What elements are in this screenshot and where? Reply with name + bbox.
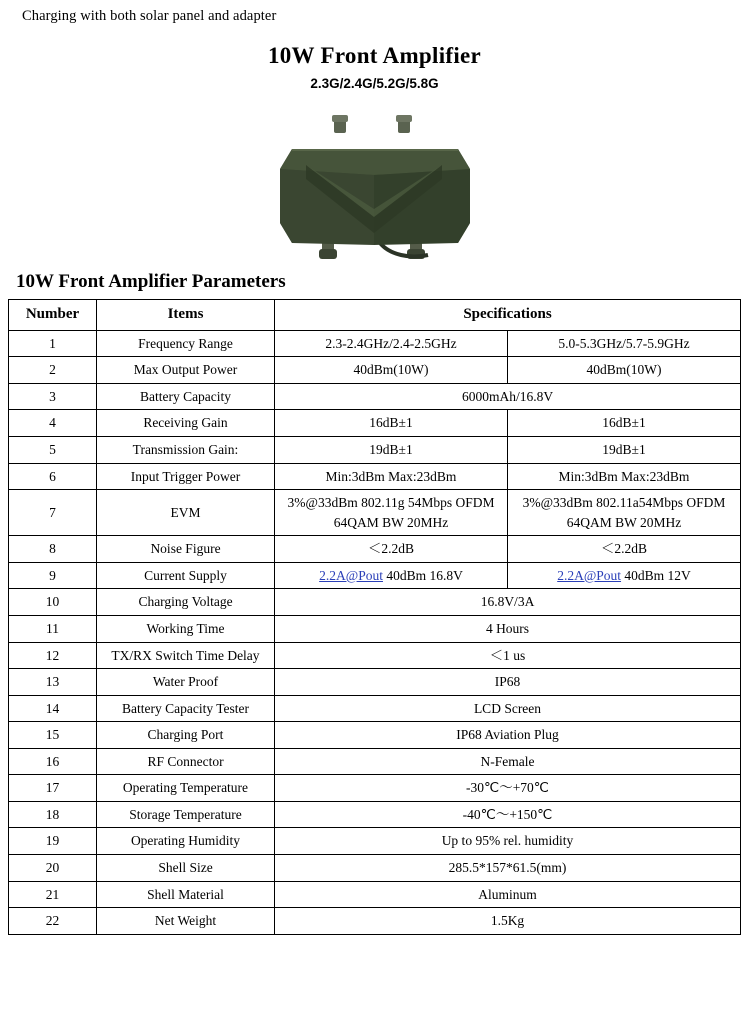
row-number: 7 xyxy=(9,490,97,536)
row-item-label: Shell Size xyxy=(97,855,275,882)
row-number: 4 xyxy=(9,410,97,437)
amplifier-device-illustration xyxy=(270,113,480,273)
row-spec-band-a: 16dB±1 xyxy=(275,410,508,437)
table-row xyxy=(9,828,741,855)
row-item-label: RF Connector xyxy=(97,748,275,775)
row-spec-merged: Up to 95% rel. humidity xyxy=(275,828,741,855)
row-spec-band-b: 40dBm(10W) xyxy=(508,357,741,384)
row-number: 20 xyxy=(9,855,97,882)
row-spec-merged: IP68 xyxy=(275,669,741,696)
row-number: 12 xyxy=(9,642,97,669)
row-item-label: Battery Capacity xyxy=(97,383,275,410)
table-row xyxy=(9,908,741,935)
row-number: 22 xyxy=(9,908,97,935)
row-spec-band-b: 16dB±1 xyxy=(508,410,741,437)
row-spec-merged: 6000mAh/16.8V xyxy=(275,383,741,410)
row-item-label: Charging Voltage xyxy=(97,589,275,616)
product-image-area xyxy=(0,99,749,271)
table-row xyxy=(9,536,741,563)
row-item-label: Input Trigger Power xyxy=(97,463,275,490)
table-row xyxy=(9,775,741,802)
row-item-label: Frequency Range xyxy=(97,330,275,357)
row-number: 13 xyxy=(9,669,97,696)
table-row xyxy=(9,801,741,828)
row-item-label: Shell Material xyxy=(97,881,275,908)
table-row xyxy=(9,463,741,490)
row-spec-band-b: ＜2.2dB xyxy=(508,536,741,563)
row-spec-merged: ＜1 us xyxy=(275,642,741,669)
row-item-label: Charging Port xyxy=(97,722,275,749)
table-row xyxy=(9,589,741,616)
row-number: 10 xyxy=(9,589,97,616)
current-supply-link[interactable]: 2.2A@Pout xyxy=(557,567,622,583)
row-spec-band-a: 19dB±1 xyxy=(275,437,508,464)
row-number: 16 xyxy=(9,748,97,775)
row-spec-band-a: 3%@33dBm 802.11g 54Mbps OFDM 64QAM BW 20MHz xyxy=(275,490,508,536)
row-number: 18 xyxy=(9,801,97,828)
row-item-label: Battery Capacity Tester xyxy=(97,695,275,722)
row-item-label: Transmission Gain: xyxy=(97,437,275,464)
table-row xyxy=(9,855,741,882)
row-spec-merged: 285.5*157*61.5(mm) xyxy=(275,855,741,882)
row-item-label: Receiving Gain xyxy=(97,410,275,437)
row-spec-band-b: 19dB±1 xyxy=(508,437,741,464)
table-header-row xyxy=(9,300,741,331)
row-number: 19 xyxy=(9,828,97,855)
table-body xyxy=(9,330,741,934)
row-spec-merged: Aluminum xyxy=(275,881,741,908)
table-row xyxy=(9,410,741,437)
row-number: 15 xyxy=(9,722,97,749)
table-row xyxy=(9,330,741,357)
section-heading: 10W Front Amplifier Parameters xyxy=(16,271,286,292)
row-spec-band-a: Min:3dBm Max:23dBm xyxy=(275,463,508,490)
row-spec-merged: N-Female xyxy=(275,748,741,775)
row-number: 21 xyxy=(9,881,97,908)
row-spec-band-a: 2.3-2.4GHz/2.4-2.5GHz xyxy=(275,330,508,357)
table-row xyxy=(9,490,741,536)
row-number: 5 xyxy=(9,437,97,464)
row-spec-merged: -40℃～+150℃ xyxy=(275,801,741,828)
table-row xyxy=(9,669,741,696)
row-spec-band-b: 5.0-5.3GHz/5.7-5.9GHz xyxy=(508,330,741,357)
row-spec-merged: IP68 Aviation Plug xyxy=(275,722,741,749)
row-item-label: Operating Temperature xyxy=(97,775,275,802)
row-item-label: Net Weight xyxy=(97,908,275,935)
row-number: 2 xyxy=(9,357,97,384)
row-number: 14 xyxy=(9,695,97,722)
row-item-label: Storage Temperature xyxy=(97,801,275,828)
row-spec-band-b: Min:3dBm Max:23dBm xyxy=(508,463,741,490)
row-number: 17 xyxy=(9,775,97,802)
table-row xyxy=(9,437,741,464)
row-number: 6 xyxy=(9,463,97,490)
row-item-label: Water Proof xyxy=(97,669,275,696)
table-row xyxy=(9,695,741,722)
table-row xyxy=(9,562,741,589)
current-supply-link[interactable]: 2.2A@Pout xyxy=(319,567,383,583)
product-frequency-subtitle: 2.3G/2.4G/5.2G/5.8G xyxy=(310,76,439,91)
row-spec-band-a: 2.2A@Pout 40dBm 16.8V xyxy=(275,562,508,589)
specifications-table xyxy=(8,299,741,935)
row-number: 9 xyxy=(9,562,97,589)
row-item-label: Noise Figure xyxy=(97,536,275,563)
row-item-label: Current Supply xyxy=(97,562,275,589)
row-spec-band-b: 2.2A@Pout 40dBm 12V xyxy=(508,562,741,589)
table-row xyxy=(9,881,741,908)
row-spec-band-a: 40dBm(10W) xyxy=(275,357,508,384)
row-number: 8 xyxy=(9,536,97,563)
row-number: 11 xyxy=(9,615,97,642)
row-spec-merged: 1.5Kg xyxy=(275,908,741,935)
row-spec-band-b: 3%@33dBm 802.11a54Mbps OFDM 64QAM BW 20MHz xyxy=(508,490,741,536)
row-spec-band-a: ＜2.2dB xyxy=(275,536,508,563)
table-row xyxy=(9,383,741,410)
column-header-number: Number xyxy=(9,300,97,331)
row-number: 1 xyxy=(9,330,97,357)
row-item-label: EVM xyxy=(97,490,275,536)
table-row xyxy=(9,357,741,384)
row-spec-merged: -30℃～+70℃ xyxy=(275,775,741,802)
row-number: 3 xyxy=(9,383,97,410)
row-spec-merged: 16.8V/3A xyxy=(275,589,741,616)
table-row xyxy=(9,615,741,642)
top-note-text: Charging with both solar panel and adapter xyxy=(22,8,277,24)
row-item-label: TX/RX Switch Time Delay xyxy=(97,642,275,669)
table-row xyxy=(9,642,741,669)
row-item-label: Working Time xyxy=(97,615,275,642)
row-item-label: Max Output Power xyxy=(97,357,275,384)
page-title: 10W Front Amplifier xyxy=(267,43,482,68)
row-spec-merged: 4 Hours xyxy=(275,615,741,642)
row-spec-merged: LCD Screen xyxy=(275,695,741,722)
row-item-label: Operating Humidity xyxy=(97,828,275,855)
product-image xyxy=(270,113,480,278)
column-header-specifications: Specifications xyxy=(275,300,741,331)
table-row xyxy=(9,722,741,749)
column-header-items: Items xyxy=(97,300,275,331)
table-row xyxy=(9,748,741,775)
